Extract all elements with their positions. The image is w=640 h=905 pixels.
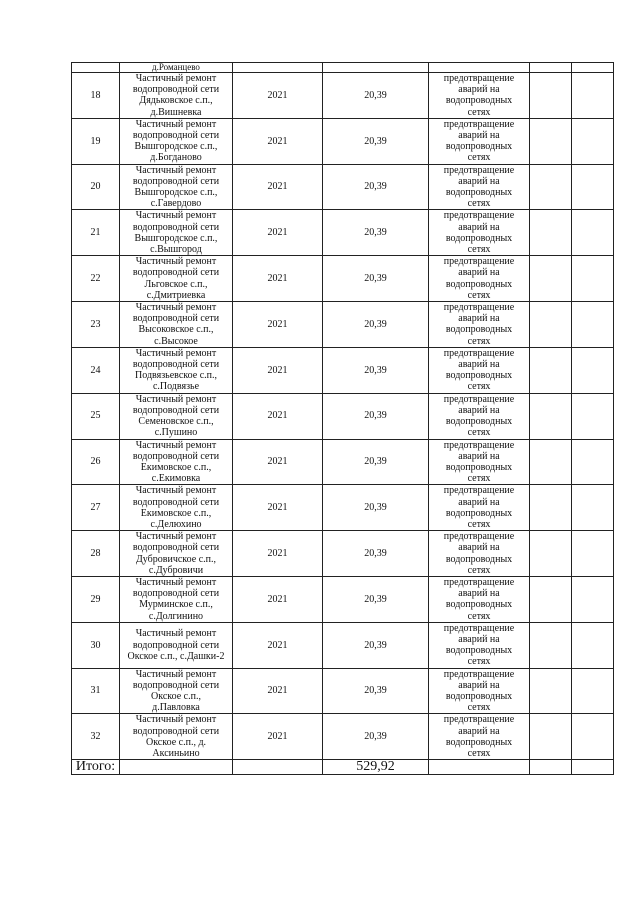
cell-purpose: предотвращение аварий на водопроводных сетях [429, 164, 530, 210]
cell-purpose: предотвращение аварий на водопроводных сетях [429, 485, 530, 531]
cell-year: 2021 [233, 302, 323, 348]
cell-extra-2 [572, 73, 614, 119]
cell-description: Частичный ремонт водопроводной сети Екимовское с.п., с.Делюхино [120, 485, 233, 531]
cell-purpose: предотвращение аварий на водопроводных сетях [429, 439, 530, 485]
cell-extra-2 [572, 164, 614, 210]
cell-number: 20 [72, 164, 120, 210]
cell-year [233, 63, 323, 73]
cell-amount: 20,39 [323, 576, 429, 622]
cell-description: Частичный ремонт водопроводной сети Вышгородское с.п., д.Богданово [120, 118, 233, 164]
table-row-continued [72, 63, 614, 73]
table-row [72, 210, 614, 256]
total-row [72, 760, 614, 775]
cell-number: 29 [72, 576, 120, 622]
cell-extra-1 [530, 73, 572, 119]
cell-amount: 20,39 [323, 118, 429, 164]
cell-purpose: предотвращение аварий на водопроводных сетях [429, 668, 530, 714]
cell-number: 27 [72, 485, 120, 531]
cell-amount: 20,39 [323, 714, 429, 760]
cell-description: Частичный ремонт водопроводной сети Подвязьевское с.п., с.Подвязье [120, 347, 233, 393]
table-row [72, 714, 614, 760]
cell-description: Частичный ремонт водопроводной сети Мурминское с.п., с.Долгинино [120, 576, 233, 622]
cell-extra-1 [530, 622, 572, 668]
cell-amount: 20,39 [323, 164, 429, 210]
cell-year: 2021 [233, 210, 323, 256]
cell-amount: 20,39 [323, 302, 429, 348]
cell-extra-2 [572, 302, 614, 348]
table-row [72, 439, 614, 485]
table-body [72, 63, 614, 775]
cell-extra-1 [530, 668, 572, 714]
cell-purpose: предотвращение аварий на водопроводных сетях [429, 73, 530, 119]
cell-extra-2 [572, 668, 614, 714]
table-row [72, 668, 614, 714]
cell-extra-1 [530, 714, 572, 760]
cell-description: Частичный ремонт водопроводной сети Дядьковское с.п., д.Вишневка [120, 73, 233, 119]
cell-extra-2 [572, 485, 614, 531]
cell-purpose: предотвращение аварий на водопроводных сетях [429, 714, 530, 760]
cell-extra-1 [530, 531, 572, 577]
cell-amount: 20,39 [323, 73, 429, 119]
total-cell-empty-2 [233, 760, 323, 775]
cell-extra-1 [530, 210, 572, 256]
cell-description: Частичный ремонт водопроводной сети Окское с.п., д.Павловка [120, 668, 233, 714]
cell-extra-1 [530, 439, 572, 485]
cell-extra-1 [530, 302, 572, 348]
cell-number: 28 [72, 531, 120, 577]
cell-extra-2 [572, 63, 614, 73]
cell-description: Частичный ремонт водопроводной сети Окское с.п., с.Дашки-2 [120, 622, 233, 668]
cell-extra-2 [572, 118, 614, 164]
cell-extra-1 [530, 347, 572, 393]
cell-extra-1 [530, 118, 572, 164]
cell-year: 2021 [233, 439, 323, 485]
cell-extra-1 [530, 576, 572, 622]
cell-extra-1 [530, 256, 572, 302]
cell-year: 2021 [233, 256, 323, 302]
cell-number: 18 [72, 73, 120, 119]
cell-number: 22 [72, 256, 120, 302]
cell-year: 2021 [233, 576, 323, 622]
cell-extra-2 [572, 622, 614, 668]
table-row [72, 622, 614, 668]
total-cell-empty-1 [120, 760, 233, 775]
table-row [72, 73, 614, 119]
cell-extra-2 [572, 531, 614, 577]
cell-year: 2021 [233, 164, 323, 210]
cell-description: Частичный ремонт водопроводной сети Высоковское с.п., с.Высокое [120, 302, 233, 348]
cell-extra-2 [572, 347, 614, 393]
works-table [71, 62, 614, 775]
cell-purpose: предотвращение аварий на водопроводных сетях [429, 531, 530, 577]
cell-extra-2 [572, 576, 614, 622]
cell-amount: 20,39 [323, 485, 429, 531]
cell-number: 24 [72, 347, 120, 393]
cell-purpose [429, 63, 530, 73]
cell-desc-continued: д.Романцево [120, 63, 233, 73]
table-row [72, 302, 614, 348]
total-cell-empty-4 [530, 760, 572, 775]
cell-year: 2021 [233, 73, 323, 119]
cell-number: 19 [72, 118, 120, 164]
cell-purpose: предотвращение аварий на водопроводных сетях [429, 393, 530, 439]
cell-year: 2021 [233, 622, 323, 668]
table-row [72, 531, 614, 577]
cell-description: Частичный ремонт водопроводной сети Вышгородское с.п., с.Вышгород [120, 210, 233, 256]
cell-amount: 20,39 [323, 531, 429, 577]
table-row [72, 164, 614, 210]
cell-extra-1 [530, 164, 572, 210]
cell-purpose: предотвращение аварий на водопроводных сетях [429, 256, 530, 302]
cell-description: Частичный ремонт водопроводной сети Дубровичское с.п., с.Дубровичи [120, 531, 233, 577]
total-label: Итого: [72, 760, 120, 775]
total-sum: 529,92 [323, 760, 429, 775]
table-row [72, 576, 614, 622]
cell-year: 2021 [233, 347, 323, 393]
cell-amount: 20,39 [323, 668, 429, 714]
cell-extra-2 [572, 393, 614, 439]
cell-amount: 20,39 [323, 622, 429, 668]
cell-amount: 20,39 [323, 256, 429, 302]
cell-description: Частичный ремонт водопроводной сети Семеновское с.п., с.Пушино [120, 393, 233, 439]
cell-description: Частичный ремонт водопроводной сети Льговское с.п., с.Дмитриевка [120, 256, 233, 302]
cell-purpose: предотвращение аварий на водопроводных сетях [429, 118, 530, 164]
table-row [72, 347, 614, 393]
cell-description: Частичный ремонт водопроводной сети Екимовское с.п., с.Екимовка [120, 439, 233, 485]
cell-extra-1 [530, 393, 572, 439]
cell-number: 21 [72, 210, 120, 256]
cell-extra-2 [572, 210, 614, 256]
cell-purpose: предотвращение аварий на водопроводных сетях [429, 622, 530, 668]
cell-number: 26 [72, 439, 120, 485]
cell-purpose: предотвращение аварий на водопроводных сетях [429, 576, 530, 622]
cell-year: 2021 [233, 714, 323, 760]
cell-number: 31 [72, 668, 120, 714]
cell-amount: 20,39 [323, 210, 429, 256]
cell-num [72, 63, 120, 73]
total-cell-empty-3 [429, 760, 530, 775]
cell-number: 25 [72, 393, 120, 439]
cell-description: Частичный ремонт водопроводной сети Окское с.п., д. Аксиньино [120, 714, 233, 760]
cell-number: 32 [72, 714, 120, 760]
cell-amount: 20,39 [323, 393, 429, 439]
table-row [72, 256, 614, 302]
cell-description: Частичный ремонт водопроводной сети Вышгородское с.п., с.Гавердово [120, 164, 233, 210]
cell-year: 2021 [233, 485, 323, 531]
table-row [72, 118, 614, 164]
cell-extra-2 [572, 714, 614, 760]
total-cell-empty-5 [572, 760, 614, 775]
cell-extra-2 [572, 256, 614, 302]
cell-number: 30 [72, 622, 120, 668]
cell-year: 2021 [233, 118, 323, 164]
cell-number: 23 [72, 302, 120, 348]
cell-purpose: предотвращение аварий на водопроводных сетях [429, 302, 530, 348]
cell-year: 2021 [233, 393, 323, 439]
cell-purpose: предотвращение аварий на водопроводных сетях [429, 347, 530, 393]
cell-amount: 20,39 [323, 439, 429, 485]
cell-extra-1 [530, 485, 572, 531]
cell-amount [323, 63, 429, 73]
table-row [72, 485, 614, 531]
cell-amount: 20,39 [323, 347, 429, 393]
cell-extra-1 [530, 63, 572, 73]
cell-extra-2 [572, 439, 614, 485]
cell-year: 2021 [233, 668, 323, 714]
cell-year: 2021 [233, 531, 323, 577]
table-row [72, 393, 614, 439]
cell-purpose: предотвращение аварий на водопроводных сетях [429, 210, 530, 256]
